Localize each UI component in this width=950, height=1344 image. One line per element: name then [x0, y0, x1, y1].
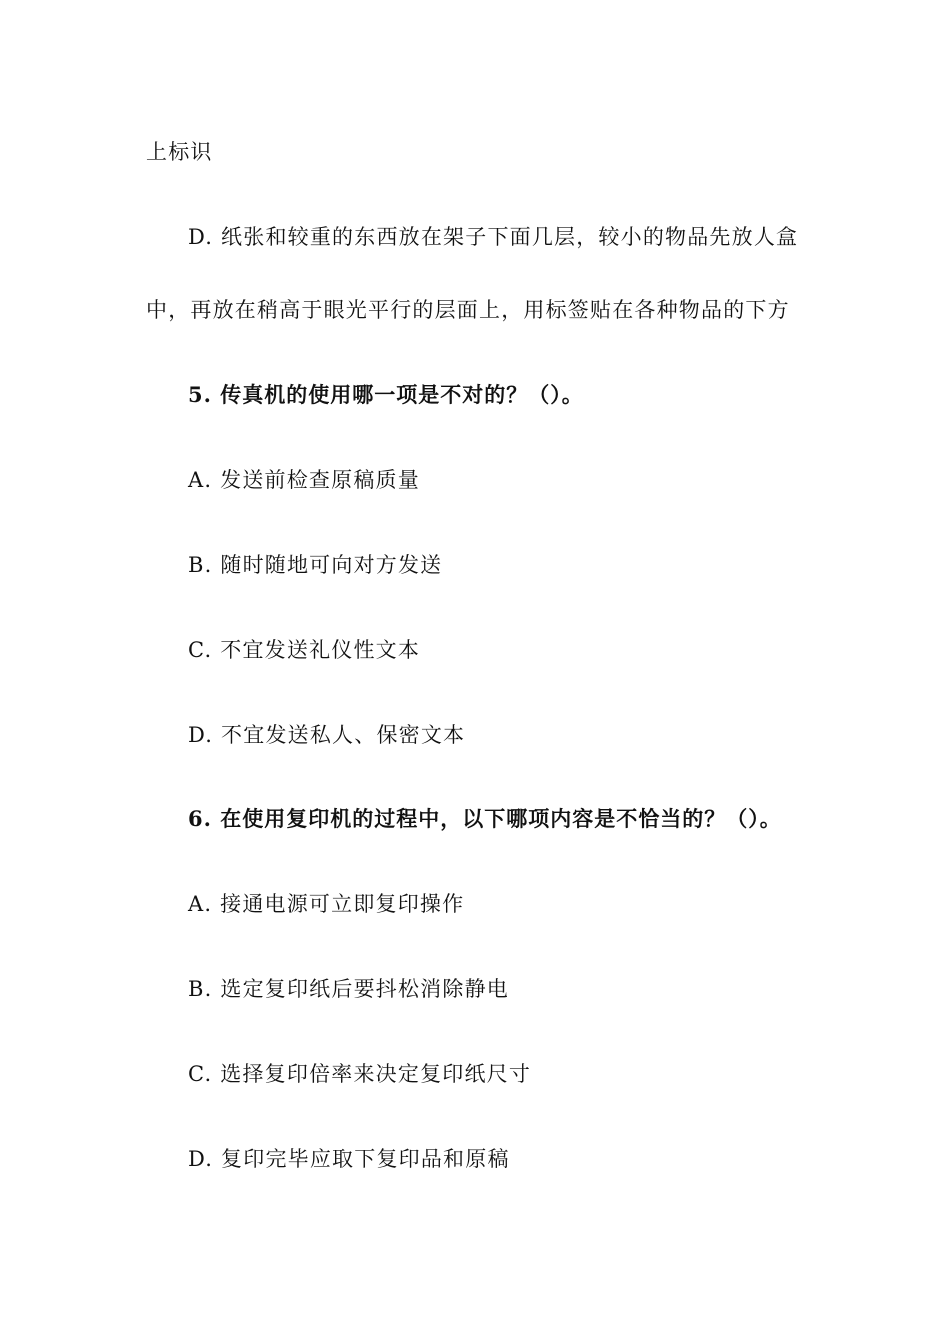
q5-option-b: B. 随时随地可向对方发送	[188, 553, 443, 577]
question-6: 6. 在使用复印机的过程中，以下哪项内容是不恰当的？（）。	[188, 806, 782, 831]
q6-option-d: D. 复印完毕应取下复印品和原稿	[188, 1147, 510, 1171]
q6-option-a: A. 接通电源可立即复印操作	[188, 892, 465, 916]
q6-option-b: B. 选定复印纸后要抖松消除静电	[188, 977, 509, 1001]
q5-option-a: A. 发送前检查原稿质量	[188, 468, 420, 492]
q6-option-c: C. 选择复印倍率来决定复印纸尺寸	[188, 1062, 532, 1086]
option-d-line-2: 中，再放在稍高于眼光平行的层面上，用标签贴在各种物品的下方	[146, 298, 790, 322]
q5-option-d: D. 不宜发送私人、保密文本	[188, 723, 466, 747]
q5-option-c: C. 不宜发送礼仪性文本	[188, 638, 421, 662]
continuation-text: 上标识	[146, 140, 213, 164]
question-5: 5. 传真机的使用哪一项是不对的？（）。	[188, 382, 584, 407]
option-d-line-1: D. 纸张和较重的东西放在架子下面几层，较小的物品先放人盒	[188, 225, 799, 249]
